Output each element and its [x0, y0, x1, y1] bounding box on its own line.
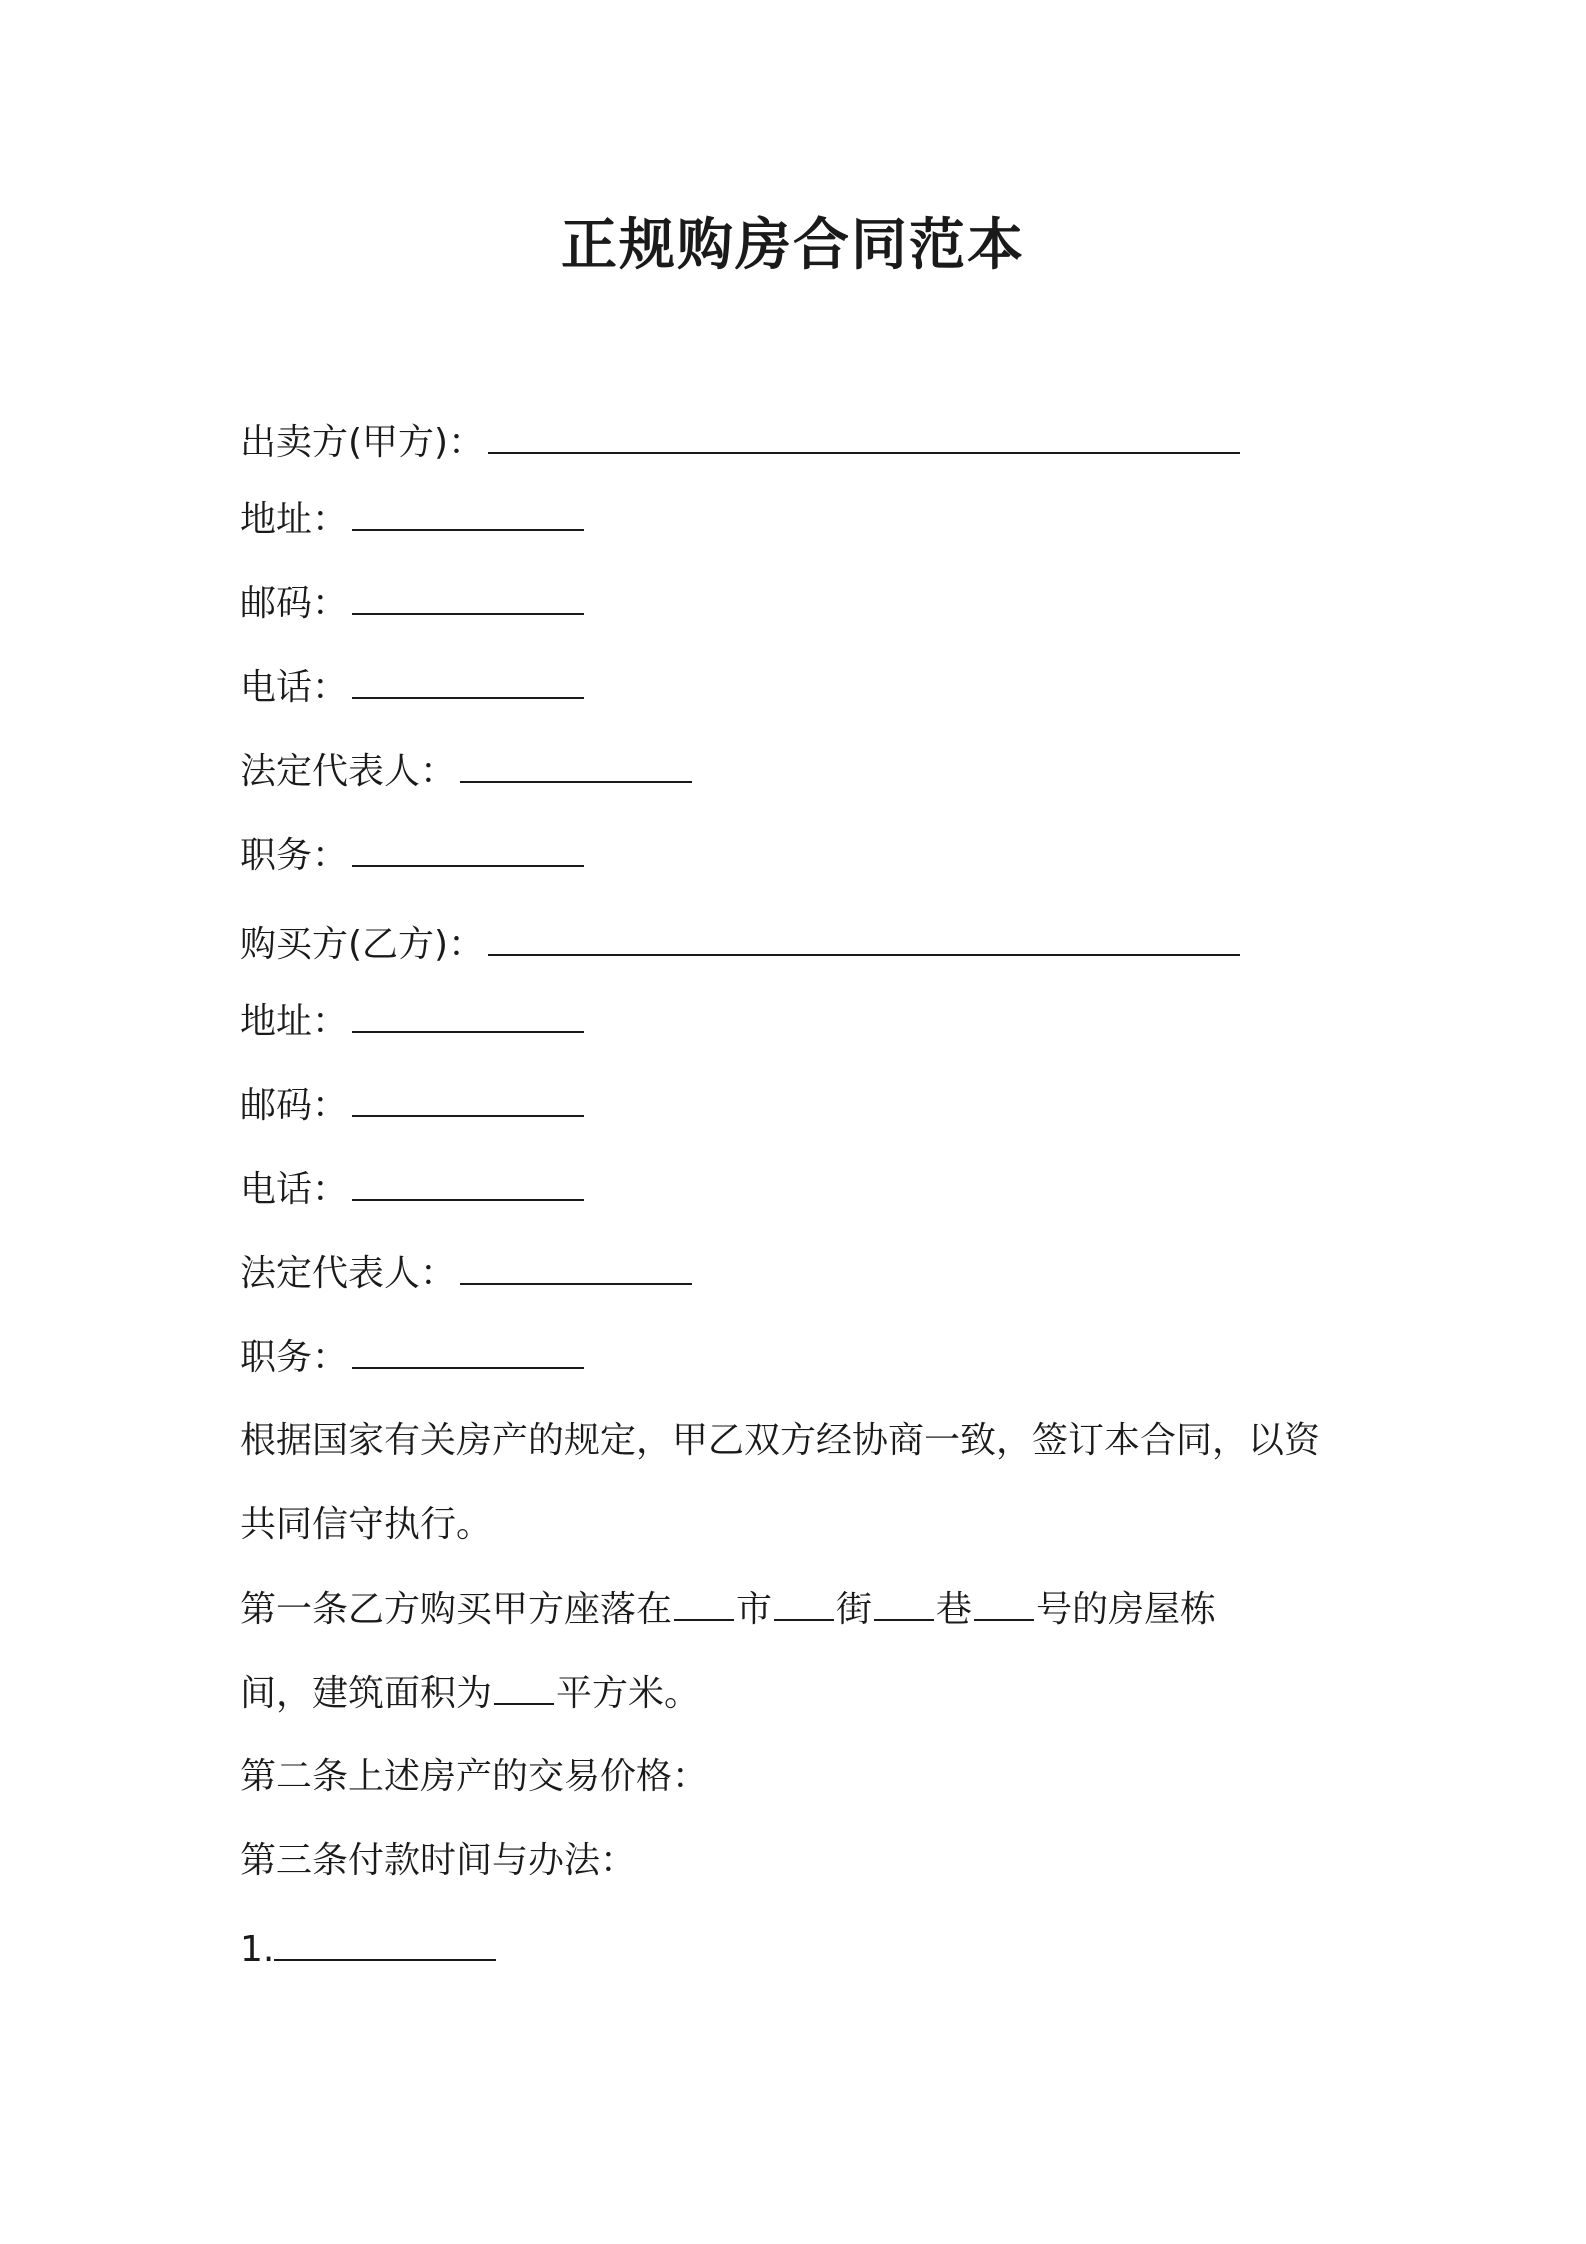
buyer-legal-rep-line	[240, 1249, 692, 1298]
seller-heading: 出卖方(甲方)：	[240, 422, 485, 463]
seller-postcode-field[interactable]	[352, 579, 584, 615]
payment-item-1-line	[240, 1925, 496, 1974]
buyer-phone-line	[240, 1165, 584, 1214]
seller-heading-line	[240, 418, 1240, 467]
buyer-postcode-line	[240, 1081, 584, 1130]
buyer-postcode-field[interactable]	[352, 1081, 584, 1117]
article-1-line-2	[240, 1669, 700, 1718]
payment-item-1-label: 1.	[240, 1929, 275, 1970]
article-1-number-suffix: 号的房屋栋	[1036, 1589, 1217, 1630]
buyer-legal-rep-label: 法定代表人：	[240, 1253, 457, 1294]
article-1-city: 市	[736, 1589, 773, 1630]
buyer-position-label: 职务：	[240, 1337, 349, 1378]
seller-phone-field[interactable]	[352, 663, 584, 699]
number-field[interactable]	[974, 1585, 1034, 1621]
seller-postcode-label: 邮码：	[240, 583, 349, 624]
city-field[interactable]	[674, 1585, 734, 1621]
article-1-prefix: 第一条乙方购买甲方座落在	[240, 1589, 673, 1630]
seller-address-line	[240, 495, 584, 544]
buyer-postcode-label: 邮码：	[240, 1085, 349, 1126]
seller-legal-rep-field[interactable]	[460, 747, 692, 783]
buyer-name-field[interactable]	[488, 920, 1240, 956]
article-2: 第二条上述房产的交易价格：	[240, 1756, 709, 1797]
buyer-position-field[interactable]	[352, 1333, 584, 1369]
preamble-line-2: 共同信守执行。	[240, 1504, 493, 1545]
seller-phone-label: 电话：	[240, 667, 349, 708]
article-1-line-1	[240, 1585, 1216, 1634]
buyer-legal-rep-field[interactable]	[460, 1249, 692, 1285]
preamble-line-1: 根据国家有关房产的规定，甲乙双方经协商一致，签订本合同，以资	[240, 1420, 1321, 1461]
buyer-heading-line	[240, 920, 1240, 969]
buyer-address-line	[240, 997, 584, 1046]
seller-phone-line	[240, 663, 584, 712]
article-3: 第三条付款时间与办法：	[240, 1840, 637, 1881]
seller-postcode-line	[240, 579, 584, 628]
seller-legal-rep-label: 法定代表人：	[240, 751, 457, 792]
buyer-phone-field[interactable]	[352, 1165, 584, 1201]
seller-address-field[interactable]	[352, 495, 584, 531]
document-title: 正规购房合同范本	[561, 213, 1025, 278]
article-1-line2-prefix: 间，建筑面积为	[240, 1673, 493, 1714]
article-1-street: 街	[836, 1589, 873, 1630]
seller-position-field[interactable]	[352, 831, 584, 867]
payment-item-1-field[interactable]	[274, 1925, 496, 1961]
area-field[interactable]	[494, 1669, 554, 1705]
buyer-phone-label: 电话：	[240, 1169, 349, 1210]
article-1-lane: 巷	[936, 1589, 973, 1630]
street-field[interactable]	[774, 1585, 834, 1621]
buyer-address-field[interactable]	[352, 997, 584, 1033]
buyer-heading: 购买方(乙方)：	[240, 924, 485, 965]
seller-position-label: 职务：	[240, 835, 349, 876]
seller-legal-rep-line	[240, 747, 692, 796]
seller-address-label: 地址：	[240, 499, 349, 540]
seller-position-line	[240, 831, 584, 880]
buyer-address-label: 地址：	[240, 1001, 349, 1042]
article-1-line2-suffix: 平方米。	[556, 1673, 701, 1714]
seller-name-field[interactable]	[488, 418, 1240, 454]
buyer-position-line	[240, 1333, 584, 1382]
lane-field[interactable]	[874, 1585, 934, 1621]
